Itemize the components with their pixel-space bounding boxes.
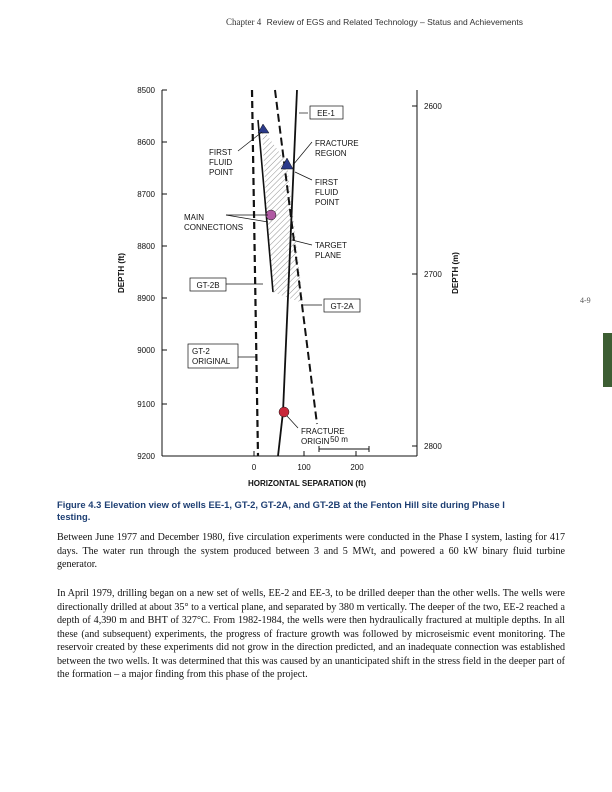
target-plane-line1: TARGET xyxy=(315,241,347,250)
y-axis-right-label: DEPTH (m) xyxy=(451,252,460,294)
body-paragraph-2: In April 1979, drilling began on a new set of wells, EE-2 and EE-3, to be drilled deeper than the other wells. The wells were directionally drilled at about 35° to a vertical plane, and separated by 380 m vertically. The deeper of the two, EE-2 reached a depth of 4,390 m and BHT of 327°C. From 1982-1984, the wells were then hydraulically fractured at multiple depths. In all these (and subsequent) experiments, the progress of fracture growth was followed by microseismic event monitoring. The reservoir created by these experiments did not grow in the direction predicted, and an inadequate connection was established between the two wells. It was determined that this was caused by an unanticipated shift in the stress field in the deeper part of the formation – a major finding from this phase of the project. xyxy=(57,588,565,680)
first-fluid-right-line1: FIRST xyxy=(315,178,339,187)
x-tick-100: 100 xyxy=(297,463,311,472)
main-connections-line2: CONNECTIONS xyxy=(184,223,244,232)
y-right-tick-2800: 2800 xyxy=(424,442,442,451)
y-tick-9200: 9200 xyxy=(137,452,155,461)
y-right-tick-2600: 2600 xyxy=(424,102,442,111)
figure-number: Figure 4.3 xyxy=(57,499,102,510)
well-ee1-lower xyxy=(278,412,283,456)
y-tick-8600: 8600 xyxy=(137,138,155,147)
first-fluid-right-line3: POINT xyxy=(315,198,340,207)
chapter-title: Review of EGS and Related Technology – Status and Achievements xyxy=(266,17,523,27)
first-fluid-right-line2: FLUID xyxy=(315,188,339,197)
body-paragraph-1: Between June 1977 and December 1980, five circulation experiments were conducted in the Phase I system, lasting for 417 days. The water run through the system produced between 3 and 5 MWt, and powered a 60 kW binary fluid turbine generator. xyxy=(57,532,565,570)
gt2a-label: GT-2A xyxy=(330,302,354,311)
first-fluid-left-line2: FLUID xyxy=(209,158,233,167)
main-connections-line1: MAIN xyxy=(184,213,204,222)
x-axis-label: HORIZONTAL SEPARATION (ft) xyxy=(247,479,367,488)
first-fluid-left-line3: POINT xyxy=(209,168,234,177)
figure-caption-text: Elevation view of wells EE-1, GT-2, GT-2A, and GT-2B at the Fenton Hill site during Phase I testing. xyxy=(57,499,505,523)
y-tick-8800: 8800 xyxy=(137,242,155,251)
target-plane-line2: PLANE xyxy=(315,251,342,260)
fracture-origin-line2: ORIGIN xyxy=(301,437,330,446)
fracture-region-label-line2: REGION xyxy=(315,149,347,158)
first-fluid-left-line1: FIRST xyxy=(209,148,233,157)
y-right-tick-2700: 2700 xyxy=(424,270,442,279)
gt2-original-label-line2: ORIGINAL xyxy=(192,357,231,366)
y-tick-9100: 9100 xyxy=(137,400,155,409)
fracture-origin-marker xyxy=(279,407,289,417)
bottom-axis-ticks xyxy=(254,451,356,456)
page-number: 4-9 xyxy=(580,296,591,305)
y-tick-8500: 8500 xyxy=(137,86,155,95)
chapter-label: Chapter 4 xyxy=(225,17,262,27)
left-axis-ticks xyxy=(162,90,167,404)
fracture-region-label-line1: FRACTURE xyxy=(315,139,359,148)
first-fluid-point-marker-left xyxy=(258,124,269,133)
ee1-label: EE-1 xyxy=(317,109,335,118)
y-tick-9000: 9000 xyxy=(137,346,155,355)
figure-caption xyxy=(57,499,527,524)
right-axis-ticks xyxy=(412,106,417,446)
x-tick-0: 0 xyxy=(251,463,257,472)
gt2b-label: GT-2B xyxy=(196,281,220,290)
gt2-original-label-line1: GT-2 xyxy=(192,347,210,356)
well-gt2-original xyxy=(252,90,258,456)
x-tick-200: 200 xyxy=(350,463,364,472)
scale-label: 50 m xyxy=(330,435,348,444)
y-axis-left-label: DEPTH (ft) xyxy=(117,253,126,293)
y-tick-8900: 8900 xyxy=(137,294,155,303)
fracture-origin-line1: FRACTURE xyxy=(301,427,345,436)
y-tick-8700: 8700 xyxy=(137,190,155,199)
